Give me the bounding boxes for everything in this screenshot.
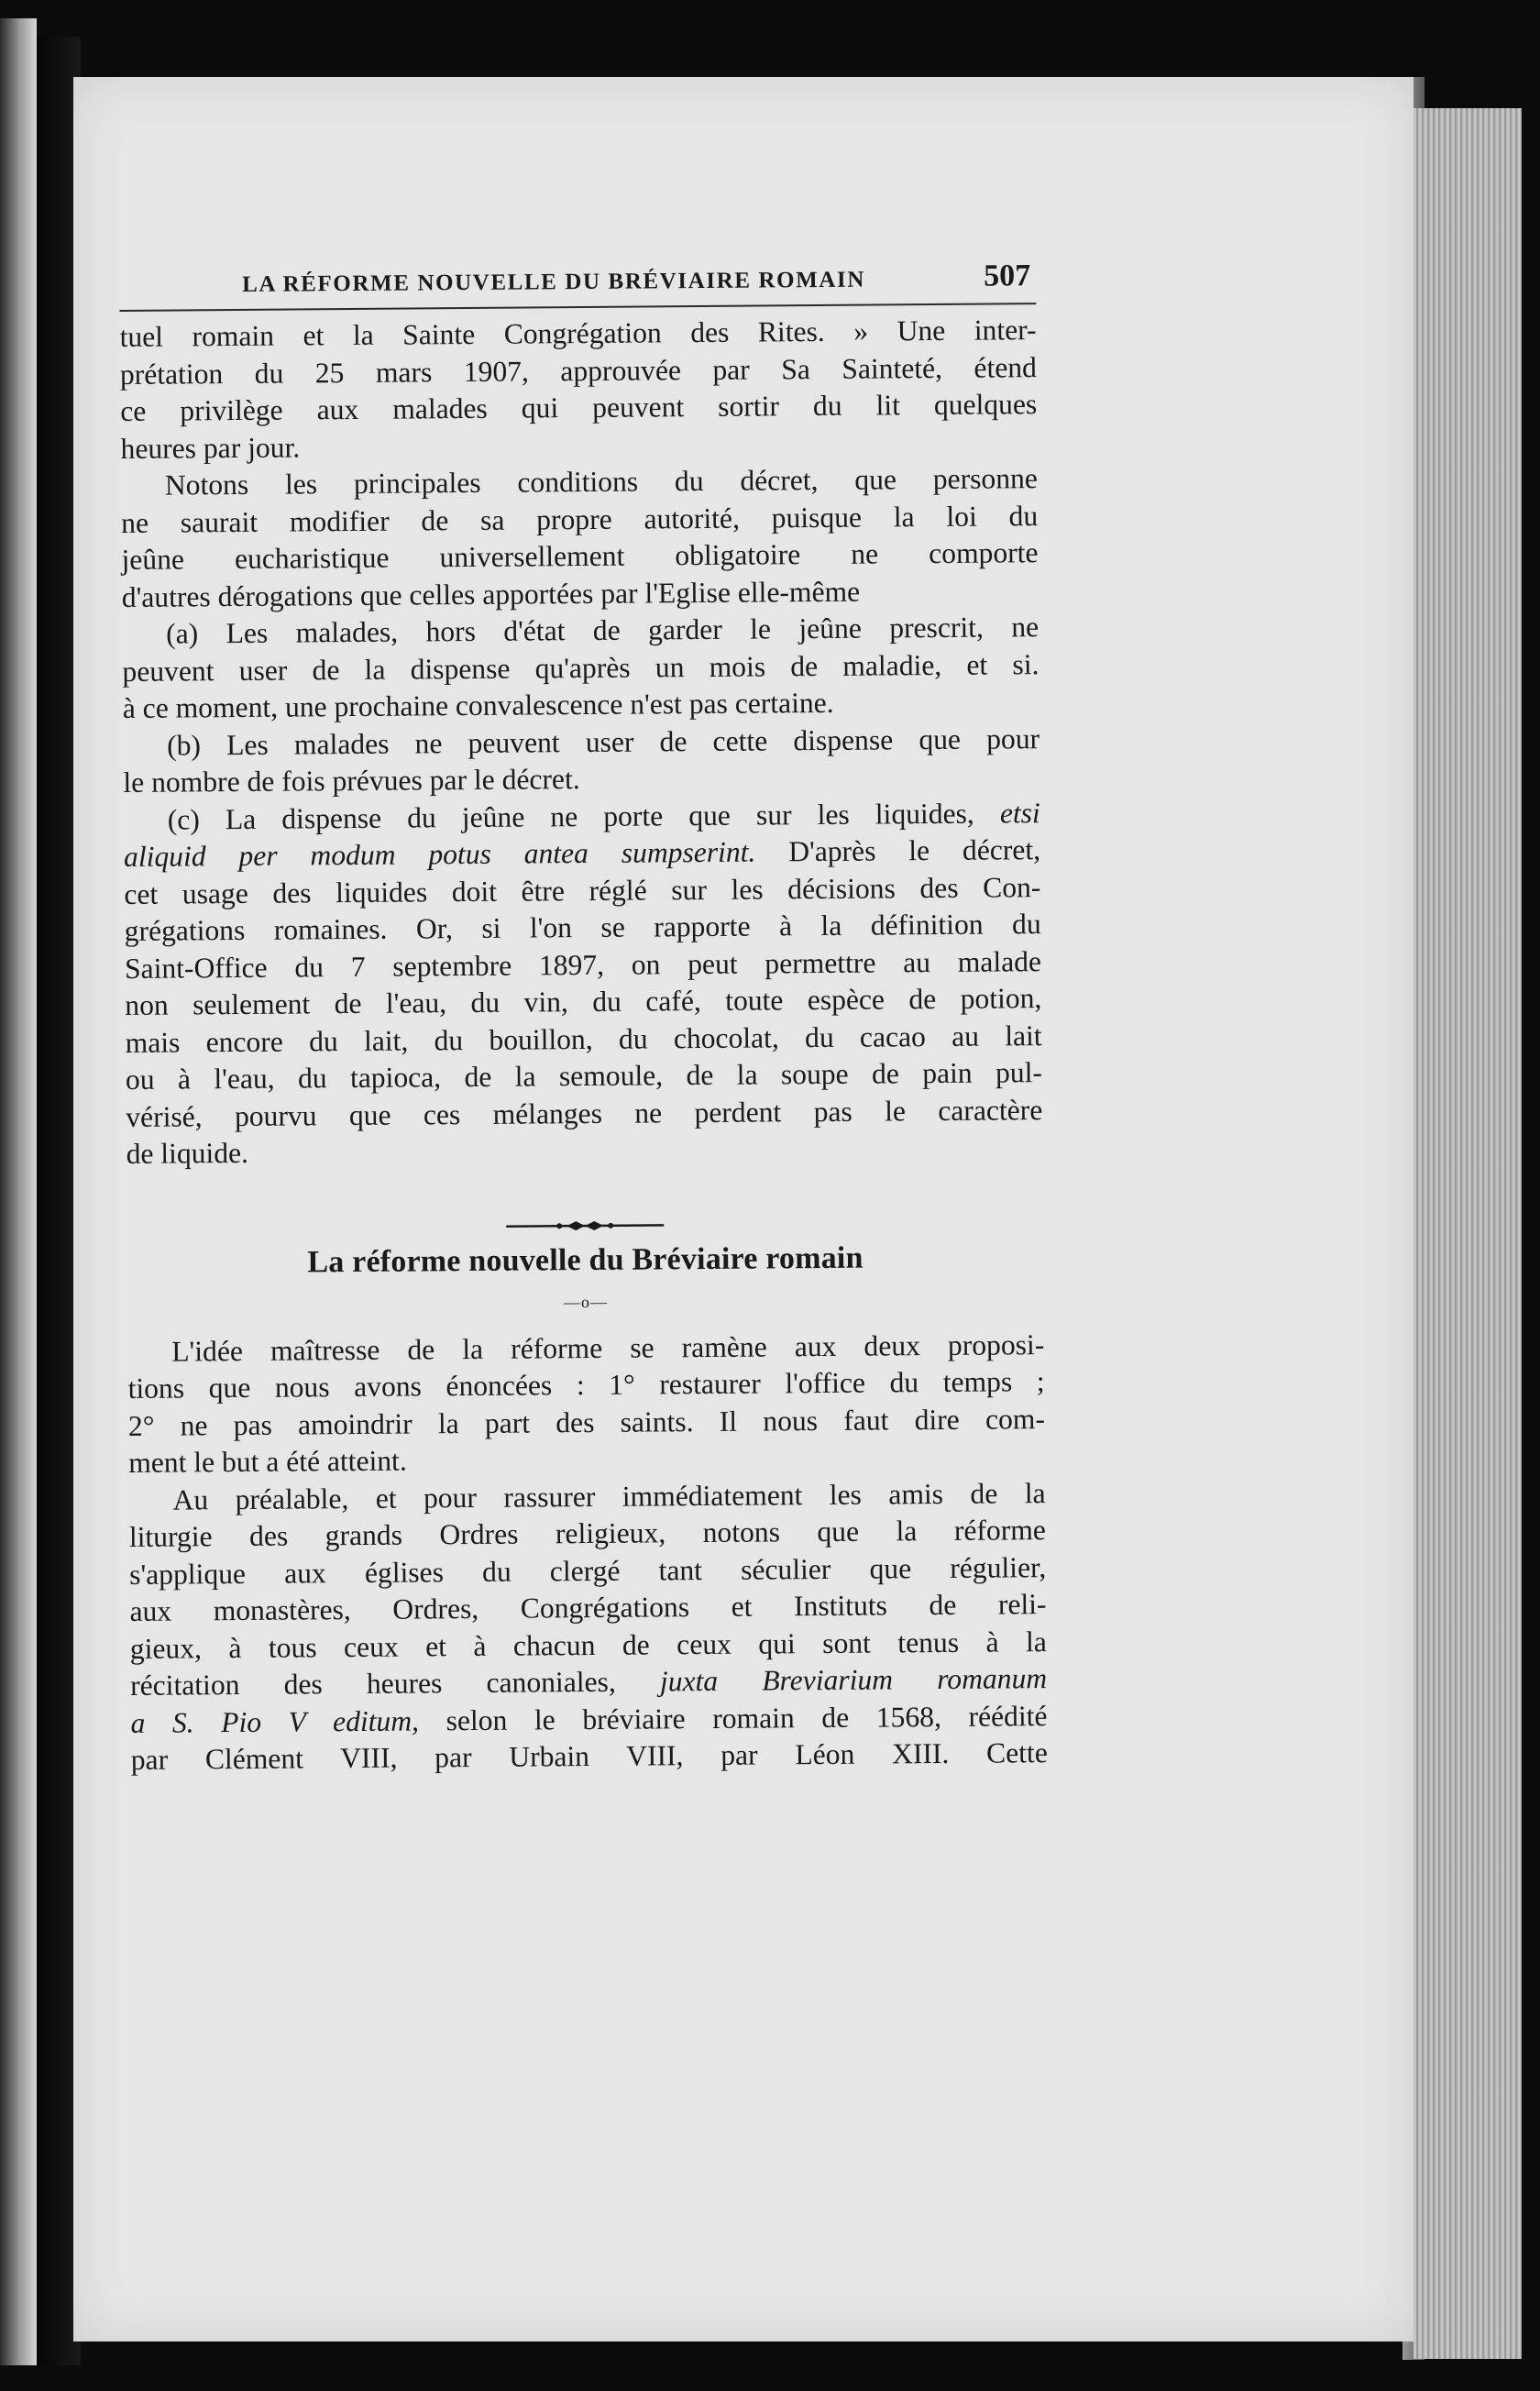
text-line: tuel romain et la Sainte Congrégation des Rites. » Une inter-	[119, 314, 1037, 353]
body-text	[127, 1327, 1048, 1779]
running-head	[119, 259, 1036, 312]
text-line: heures par jour.	[120, 430, 301, 465]
text-line	[130, 1660, 1047, 1704]
text-line: d'autres dérogations que celles apportées par l'Eglise elle-même	[121, 575, 861, 613]
latin-italic: aliquid per modum potus antea sumpserint.	[123, 835, 756, 873]
text-line: liturgie des grands Ordres religieux, notons que la réforme	[128, 1514, 1046, 1553]
text-line: ne saurait modifier de sa propre autorité, puisque la loi du	[121, 499, 1039, 539]
text-line: gieux, à tous ceux et à chacun de ceux qui sont tenus à la	[129, 1625, 1047, 1665]
body-text	[119, 312, 1042, 1173]
text-line: (b) Les malades ne peuvent user de cette dispense que pour	[166, 722, 1040, 762]
latin-italic: etsi	[999, 796, 1040, 829]
text-run: selon le bréviaire romain de 1568, réédité	[446, 1699, 1048, 1736]
stacked-page-edges	[1414, 108, 1522, 2359]
text-line: s'applique aux églises du clergé tant séculier que régulier,	[129, 1550, 1047, 1591]
text-line: 2° ne pas amoindrir la part des saints. Il nous faut dire com-	[127, 1402, 1046, 1442]
text-line: par Clément VIII, par Urbain VIII, par Léon XIII. Cette	[130, 1736, 1048, 1776]
text-line: prétation du 25 mars 1907, approuvée par Sa Sainteté, étend	[119, 350, 1038, 391]
text-line: de liquide.	[126, 1136, 249, 1170]
text-line: Notons les principales conditions du décret, que personne	[164, 462, 1038, 501]
text-line: aux monastères, Ordres, Congrégations et Instituts de reli-	[129, 1588, 1047, 1627]
text-line: jeûne eucharistique universellement obligatoire ne comporte	[121, 536, 1039, 576]
section-title: La réforme nouvelle du Bréviaire romain	[307, 1240, 864, 1279]
section-separator: —o—	[563, 1292, 608, 1311]
text-line: grégations romaines. Or, si l'on se rapporte à la définition du	[124, 908, 1041, 947]
text-line: à ce moment, une prochaine convalescence n'est pas certaine.	[122, 686, 834, 724]
text-line: (a) Les malades, hors d'état de garder le jeûne prescrit, ne	[166, 611, 1040, 650]
running-head-title: LA RÉFORME NOUVELLE DU BRÉVIAIRE ROMAIN	[242, 267, 866, 297]
text-line: L'idée maîtresse de la réforme se ramène aux deux proposi-	[171, 1328, 1045, 1368]
text-line: ou à l'eau, du tapioca, de la semoule, de la soupe de pain pul-	[125, 1056, 1043, 1096]
text-line: ment le but a été atteint.	[128, 1444, 407, 1479]
ornament-divider	[502, 1218, 667, 1232]
text-line: Au préalable, et pour rassurer immédiatement les amis de la	[172, 1476, 1046, 1516]
text-line: non seulement de l'eau, du vin, du café, toute espèce de potion,	[125, 982, 1042, 1021]
latin-italic: a S. Pio V editum,	[130, 1703, 420, 1739]
text-line: tions que nous avons énoncées : 1° restaurer l'office du temps ;	[127, 1365, 1045, 1405]
latin-italic: juxta Breviarium romanum	[659, 1662, 1048, 1698]
page-content	[119, 259, 1048, 1779]
text-line: peuvent user de la dispense qu'après un mois de maladie, et si.	[122, 647, 1040, 688]
text-line: le nombre de fois prévues par le décret.	[123, 763, 580, 799]
text-run: D'après le décret,	[788, 833, 1041, 868]
page-number: 507	[983, 259, 1031, 293]
facing-page-edge	[0, 18, 37, 2365]
text-line: Saint-Office du 7 septembre 1897, on peut permettre au malade	[124, 944, 1042, 985]
text-line: ce privilège aux malades qui peuvent sortir du lit quelques	[120, 388, 1038, 427]
text-line: cet usage des liquides doit être réglé sur les décisions des Con-	[124, 870, 1041, 910]
text-run: (c) La dispense du jeûne ne porte que sur les liquides,	[167, 797, 974, 836]
text-line: vérisé, pourvu que ces mélanges ne perdent pas le caractère	[126, 1093, 1043, 1133]
text-line: mais encore du lait, du bouillon, du chocolat, du cacao au lait	[125, 1019, 1042, 1059]
text-line	[124, 832, 1040, 876]
text-run: récitation des heures canoniales,	[130, 1665, 616, 1702]
